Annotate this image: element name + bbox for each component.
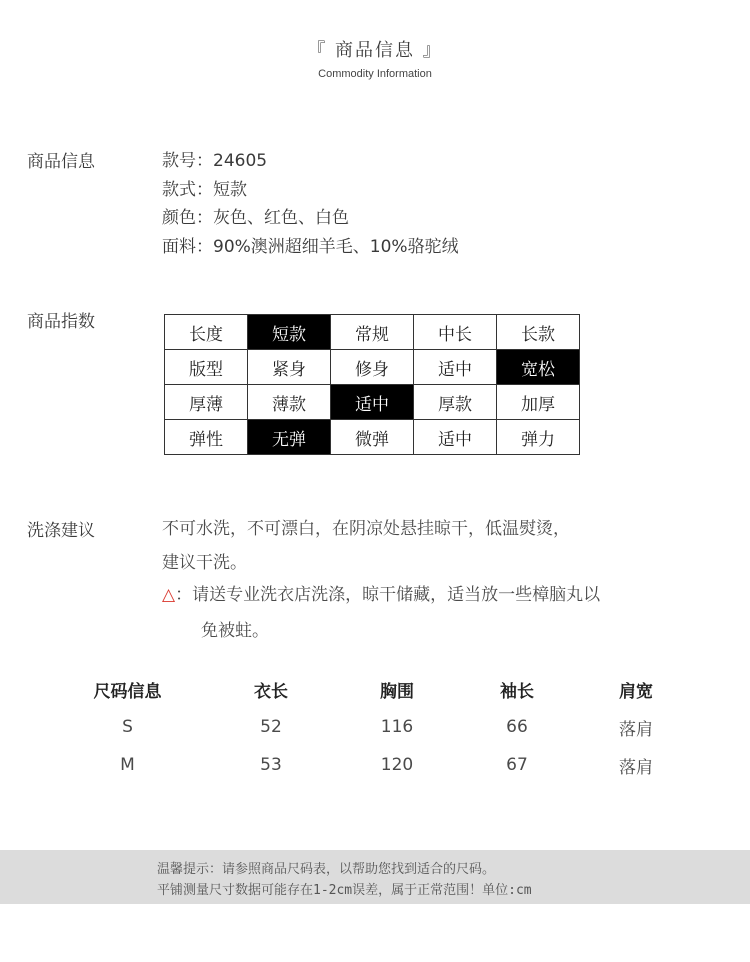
size-cell: 落肩 [619, 757, 653, 778]
header-title: 『 商品信息 』 [307, 40, 443, 61]
tip-line-2: 平铺测量尺寸数据可能存在1-2cm误差，属于正常范围！单位:cm [157, 883, 532, 898]
size-cell: M [120, 755, 135, 775]
size-header-cell: 尺码信息 [93, 681, 162, 702]
size-cell: 66 [506, 717, 528, 737]
table-row [60, 746, 720, 784]
index-row-thickness [165, 385, 580, 420]
index-cell: 无弹 [248, 420, 331, 455]
index-cell: 厚薄 [165, 385, 248, 420]
care-instructions [162, 514, 570, 582]
size-header-cell: 胸围 [380, 681, 414, 702]
tip-bar [0, 850, 750, 904]
index-cell: 中长 [414, 315, 497, 350]
fabric: 面料：90%澳洲超细羊毛、10%骆驼绒 [162, 237, 459, 258]
care-label: 洗涤建议 [27, 521, 95, 541]
size-cell: 116 [380, 717, 414, 737]
index-cell: 适中 [331, 385, 414, 420]
index-cell: 修身 [331, 350, 414, 385]
color-options: 颜色：灰色、红色、白色 [162, 208, 349, 229]
index-cell: 长度 [165, 315, 248, 350]
warning-triangle-icon: △ [162, 585, 176, 605]
index-cell: 适中 [414, 350, 497, 385]
care-line-1: 不可水洗，不可漂白，在阴凉处悬挂晾干，低温熨烫， [162, 519, 570, 539]
size-cell: 落肩 [619, 719, 653, 740]
page-header [0, 36, 750, 80]
table-row [60, 708, 720, 746]
product-index-table [164, 314, 580, 455]
care-line-2: 建议干洗。 [162, 553, 247, 573]
product-index-label: 商品指数 [27, 312, 95, 332]
index-row-fit [165, 350, 580, 385]
index-cell: 弹力 [497, 420, 580, 455]
size-cell: 67 [506, 755, 528, 775]
index-cell: 薄款 [248, 385, 331, 420]
warning-text-cont: 免被蛀。 [201, 621, 269, 641]
index-cell: 厚款 [414, 385, 497, 420]
index-cell: 微弹 [331, 420, 414, 455]
size-table-header [60, 670, 720, 708]
index-row-elasticity [165, 420, 580, 455]
index-cell: 版型 [165, 350, 248, 385]
warning-text: ：请送专业洗衣店洗涤，晾干储藏，适当放一些樟脑丸以 [175, 585, 601, 605]
size-cell: 53 [260, 755, 282, 775]
index-cell: 适中 [414, 420, 497, 455]
index-cell: 弹性 [165, 420, 248, 455]
index-cell: 常规 [331, 315, 414, 350]
product-info-list [162, 147, 459, 262]
size-cell: S [122, 717, 133, 737]
style-number: 款号：24605 [162, 151, 268, 171]
index-cell: 宽松 [497, 350, 580, 385]
size-cell: 120 [380, 755, 414, 775]
style-type: 款式：短款 [162, 179, 247, 200]
index-cell: 紧身 [248, 350, 331, 385]
size-header-cell: 衣长 [254, 681, 288, 702]
header-subtitle: Commodity Information [318, 68, 432, 80]
care-warning [162, 580, 600, 605]
tip-line-1: 温馨提示：请参照商品尺码表，以帮助您找到适合的尺码。 [157, 862, 496, 877]
index-cell: 加厚 [497, 385, 580, 420]
size-table [60, 670, 720, 784]
index-cell: 长款 [497, 315, 580, 350]
product-info-label: 商品信息 [27, 152, 95, 172]
index-cell: 短款 [248, 315, 331, 350]
size-header-cell: 袖长 [500, 681, 534, 702]
size-header-cell: 肩宽 [619, 681, 653, 702]
size-cell: 52 [260, 717, 282, 737]
index-row-length [165, 315, 580, 350]
